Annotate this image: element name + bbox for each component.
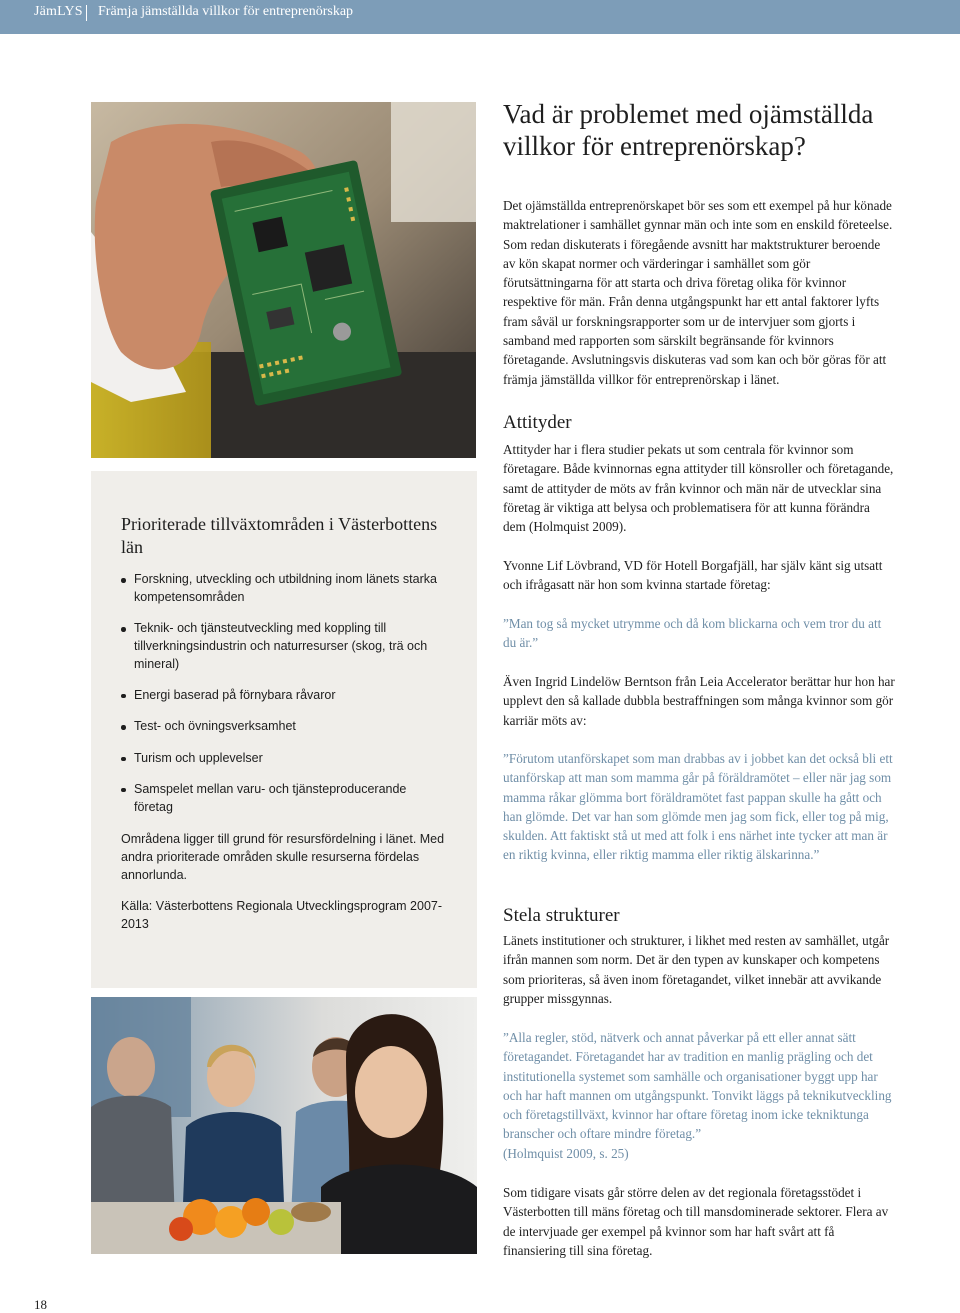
- circuit-board-photo: [91, 102, 476, 458]
- list-item: Test- och övningsverksamhet: [121, 718, 441, 736]
- growth-areas-box: [91, 471, 477, 988]
- structures-heading-block: [503, 904, 895, 928]
- yvonne-intro-block: [503, 556, 895, 595]
- body-paragraph: Yvonne Lif Lövbrand, VD för Hotell Borgafjäll, har själv känt sig utsatt och ifrågasatt när hon som kvinna startade företag:: [503, 558, 883, 593]
- list-item: Teknik- och tjänsteutveckling med koppling till tillverkningsindustrin och naturresurser (skog, trä och mineral): [121, 620, 441, 673]
- growth-areas-note: Områdena ligger till grund för resursfördelning i länet. Med andra prioriterade områden skulle resurserna fördelas annorlunda.: [121, 832, 445, 882]
- page-title: Vad är problemet med ojämställda villkor för entreprenörskap?: [503, 99, 874, 161]
- publication-brand: JämLYS: [34, 4, 83, 19]
- ingrid-intro-block: [503, 672, 895, 730]
- quote-text: ”Man tog så mycket utrymme och då kom blickarna och vem tror du att du är.”: [503, 616, 882, 651]
- page-number: 18: [34, 1297, 47, 1312]
- structures-paragraph-block: [503, 931, 895, 1008]
- growth-areas-list: [121, 571, 441, 830]
- growth-areas-heading: Prioriterade tillväxtområden i Västerbottens län: [121, 514, 438, 557]
- yvonne-quote-block: [503, 614, 895, 653]
- quote-citation: (Holmquist 2009, s. 25): [503, 1145, 629, 1161]
- ingrid-quote-block: [503, 749, 895, 865]
- body-paragraph: Även Ingrid Lindelöw Berntson från Leia Accelerator berättar hur hon har upplevt den så kallade dubbla bestraffningen som många kvinnor som gör karriär möts av:: [503, 674, 895, 728]
- body-paragraph: Länets institutioner och strukturer, i likhet med resten av samhället, utgår ifrån mannen som norm. Det är den typen av kunskaper och kompetens som prioriteras, så även inom företagandet, vilket innebär att avvikande grupper missgynnas.: [503, 933, 890, 1006]
- list-item: Samspelet mellan varu- och tjänsteproducerande företag: [121, 781, 441, 817]
- growth-areas-source: Källa: Västerbottens Regionala Utvecklingsprogram 2007-2013: [121, 899, 443, 931]
- intro-paragraph: Det ojämställda entreprenörskapet bör ses som ett exempel på hur könade maktrelationer i samhället gynnar män och inte som en enskild företeelse. Som redan diskuterats i föregående avsnitt har maktstrukturer beroende av kön skapat normer och värderingar i samhället som gör förutsättningarna för att starta och driva företag olika för kvinnor respektive för män. Från denna utgångspunkt har ett antal faktorer lyfts fram såväl ur forskningsrapporter som ur de intervjuer som gjorts i samband med rapporten som särskilt begränsande för kvinnors företagande. Avslutningsvis diskuteras vad som kan och bör göras för att främja jämställda villkor för entreprenörskap i länet.: [503, 198, 893, 387]
- body-paragraph: Som tidigare visats går större delen av det regionala företagsstödet i Västerbotten till mäns företag och till mansdominerade sektorer. Flera av de intervjuade ger exempel på kvinnor som har haft svårt att få finansiering till sina företag.: [503, 1185, 889, 1258]
- main-column-heading-block: [503, 98, 895, 162]
- holmquist-quote-block: [503, 1028, 895, 1163]
- body-paragraph: Attityder har i flera studier pekats ut som centrala för kvinnor som företagare. Både kvinnornas egna attityder till könsroller och företagande, samt de attityder de möts av från kvinnor och män när de utvecklar sina företag är viktiga att belysa och problematisera för att kunna förändra dem (Holmquist 2009).: [503, 442, 894, 535]
- section-heading-attitudes: Attityder: [503, 412, 572, 433]
- attitudes-paragraph-block: [503, 440, 895, 536]
- list-item: Forskning, utveckling och utbildning inom länets starka kompetensområden: [121, 571, 441, 607]
- list-item: Energi baserad på förnybara råvaror: [121, 687, 441, 705]
- support-paragraph-block: [503, 1183, 895, 1260]
- intro-block: [503, 196, 895, 389]
- header-bar: [0, 0, 960, 34]
- people-photo: [91, 997, 477, 1254]
- list-item: Turism och upplevelser: [121, 750, 441, 768]
- section-heading-structures: Stela strukturer: [503, 905, 620, 926]
- header-divider: [86, 5, 87, 21]
- quote-text: ”Alla regler, stöd, nätverk och annat påverkar på ett eller annat sätt företagandet. Företagandet har av tradition en manlig prägling och det institutionella systemet som samhälle och organisationer byggt upp har och har haft mannen om utgångspunkt. Tonvikt läggs på teknikutveckling och företagstillväxt, kvinnor har oftare företag inom icke tekniktunga branscher och oftare mindre företag.”: [503, 1030, 892, 1142]
- attitudes-heading-block: [503, 411, 895, 435]
- quote-text: ”Förutom utanförskapet som man drabbas av i jobbet kan det också bli ett utanförskap att man som mamma går på föräldramötet – eller när jag som mamma råkar glömma bort föräldramötet fast pappan skulle ha gått och han glömde. Det var han som glömde men jag som fick, eller tog på mig, skulden. Att faktiskt stå ut med att folk i ens närhet inte tycker att man är en riktig kvinna, eller riktig mamma eller riktig älskarinna.”: [503, 751, 893, 863]
- section-title: Främja jämställda villkor för entreprenörskap: [98, 4, 354, 19]
